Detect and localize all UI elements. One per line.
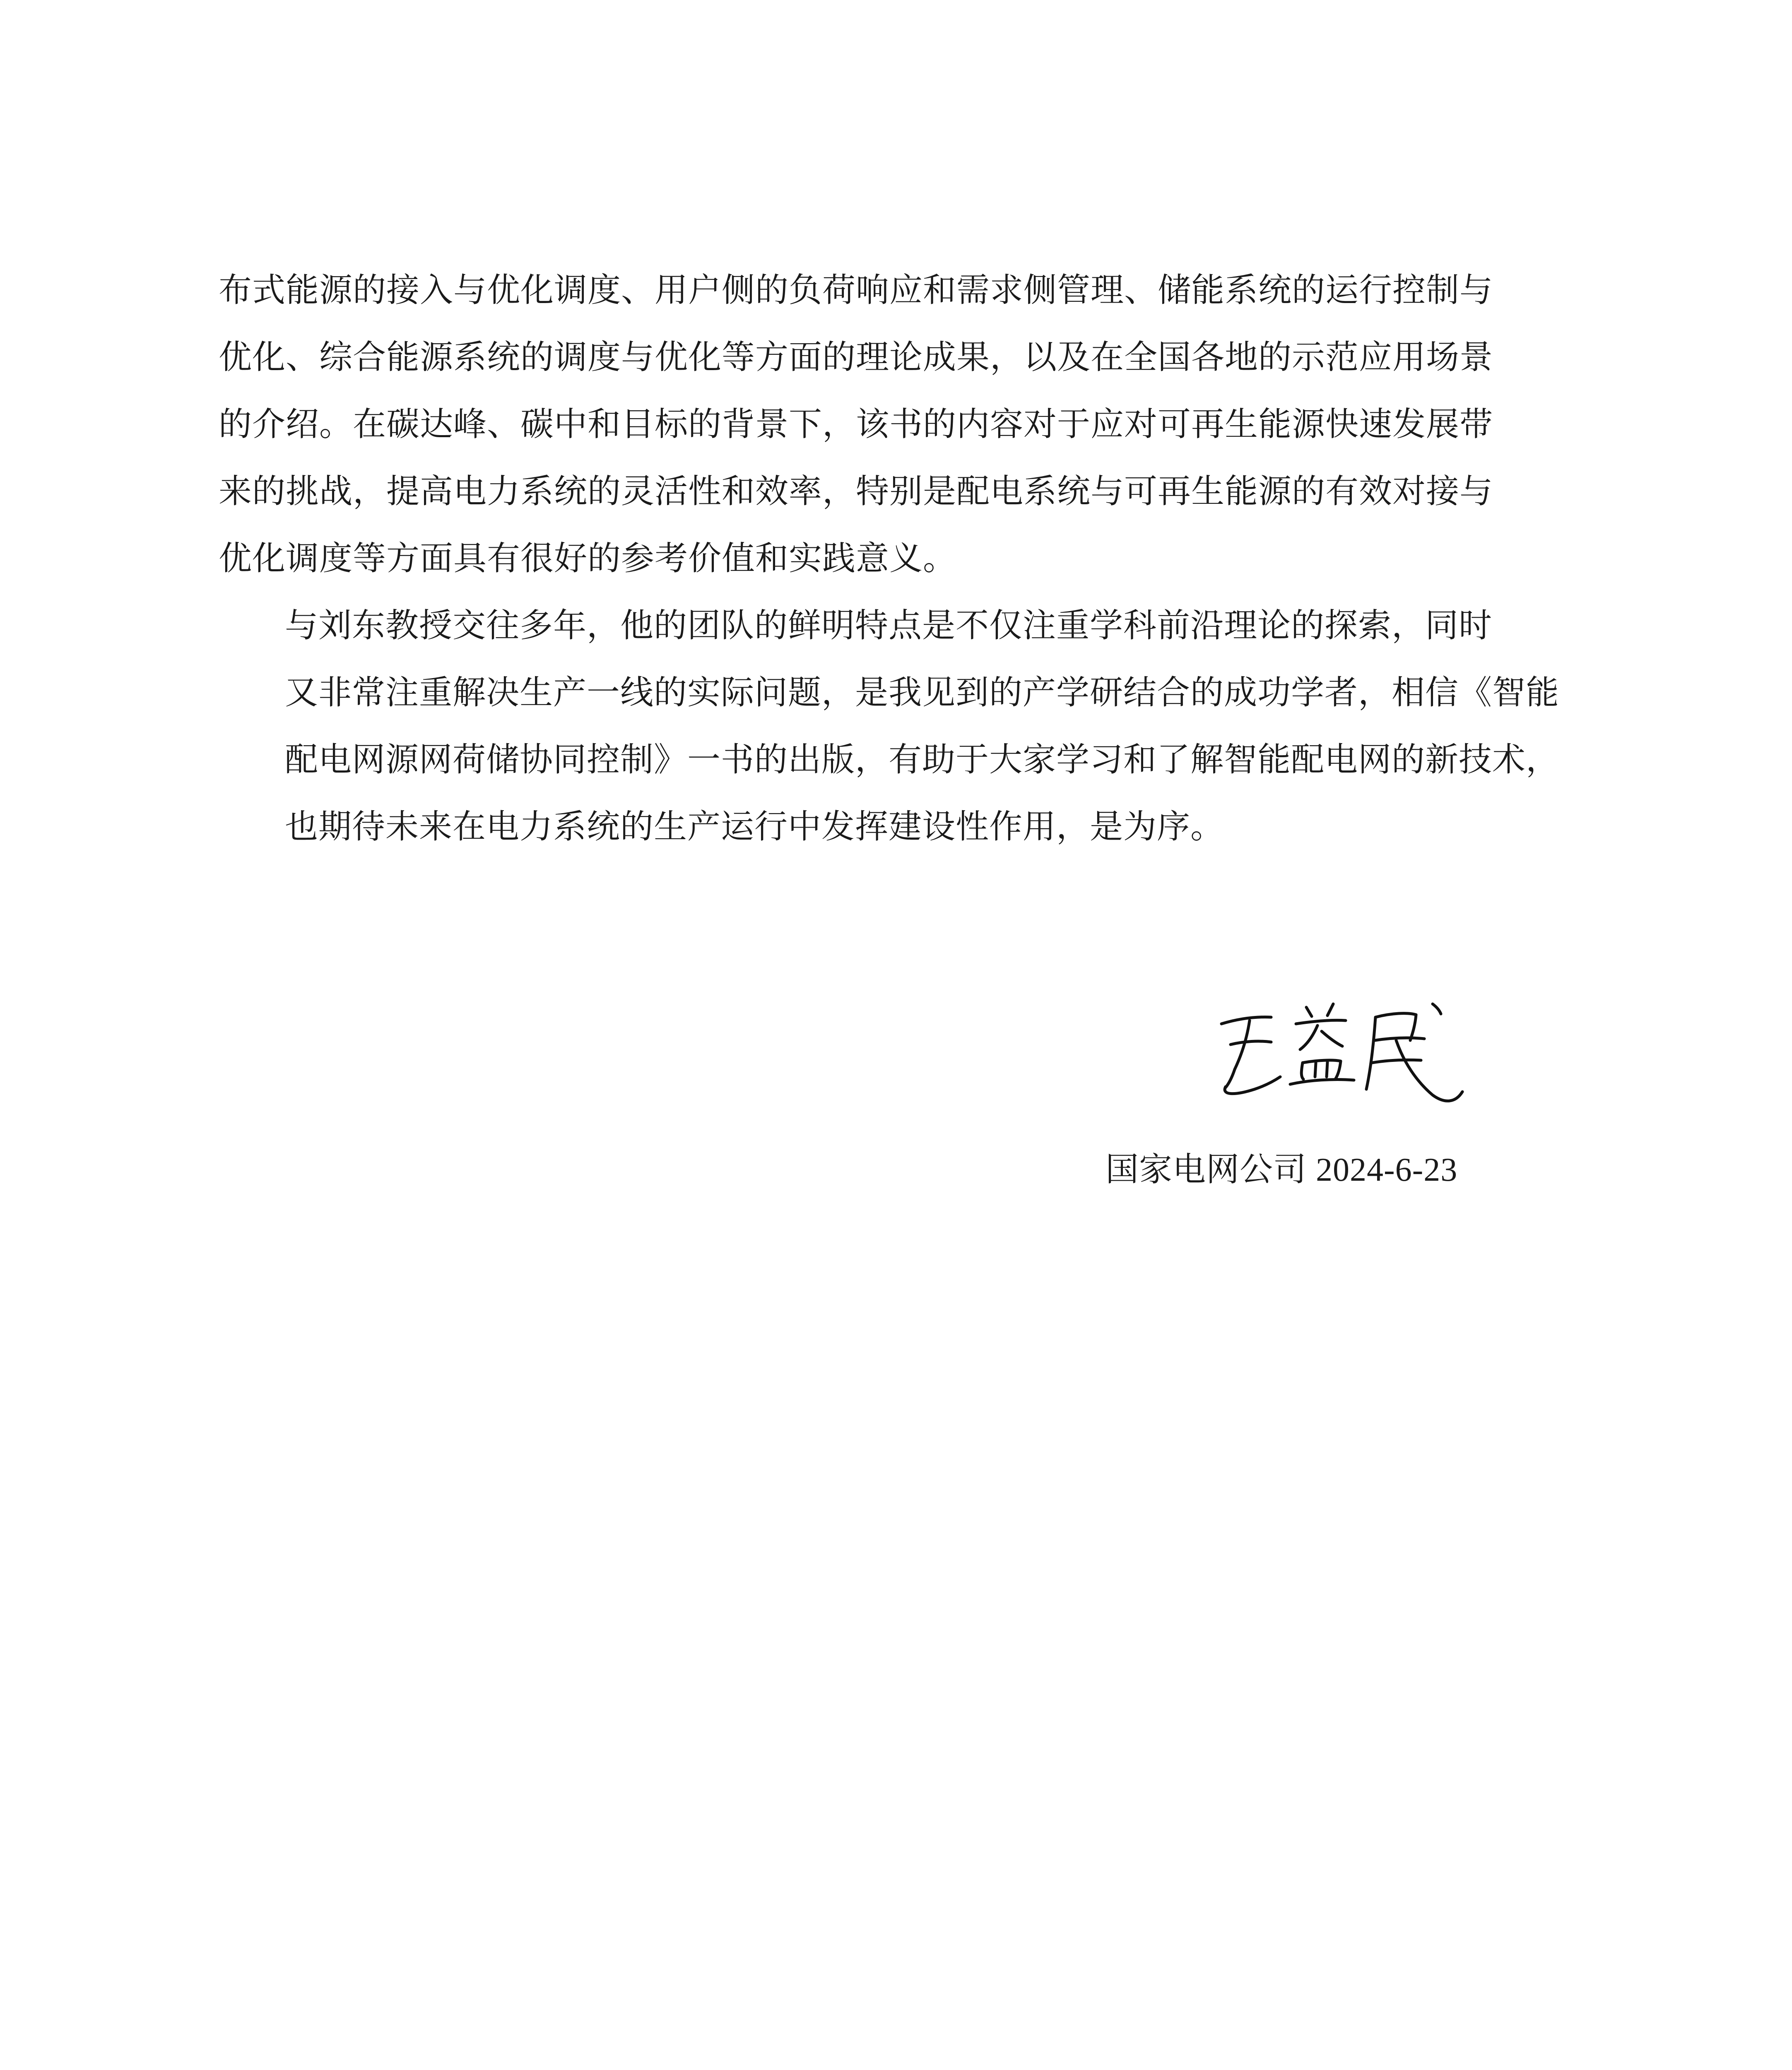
paragraph-1 (219, 257, 1552, 592)
closing-line (1106, 1149, 1457, 1191)
paragraph-1-line-5: 优化调度等方面具有很好的参考价值和实践意义。 (219, 539, 956, 578)
paragraph-1-line-3: 的介绍。在碳达峰、碳中和目标的背景下，该书的内容对于应对可再生能源快速发展带 (219, 405, 1493, 443)
paragraph-2-line-3: 配电网源网荷储协同控制》一书的出版，有助于大家学习和了解智能配电网的新技术， (285, 740, 1559, 779)
organization-name: 国家电网公司 (1106, 1150, 1307, 1189)
foreword-body (219, 257, 1559, 860)
paragraph-2 (219, 592, 1559, 860)
paragraph-1-line-1: 布式能源的接入与优化调度、用户侧的负荷响应和需求侧管理、储能系统的运行控制与 (219, 271, 1493, 309)
closing-date: 2024-6-23 (1316, 1152, 1458, 1188)
paragraph-2-line-4: 也期待未来在电力系统的生产运行中发挥建设性作用，是为序。 (285, 807, 1224, 846)
handwritten-signature (1209, 992, 1474, 1112)
paragraph-2-line-1: 与刘东教授交往多年，他的团队的鲜明特点是不仅注重学科前沿理论的探索，同时 (285, 606, 1492, 645)
paragraph-1-line-4: 来的挑战，提高电力系统的灵活性和效率，特别是配电系统与可再生能源的有效对接与 (219, 472, 1493, 510)
paragraph-1-line-2: 优化、综合能源系统的调度与优化等方面的理论成果，以及在全国各地的示范应用场景 (219, 338, 1493, 376)
paragraph-2-line-2: 又非常注重解决生产一线的实际问题，是我见到的产学研结合的成功学者，相信《智能 (285, 673, 1559, 712)
